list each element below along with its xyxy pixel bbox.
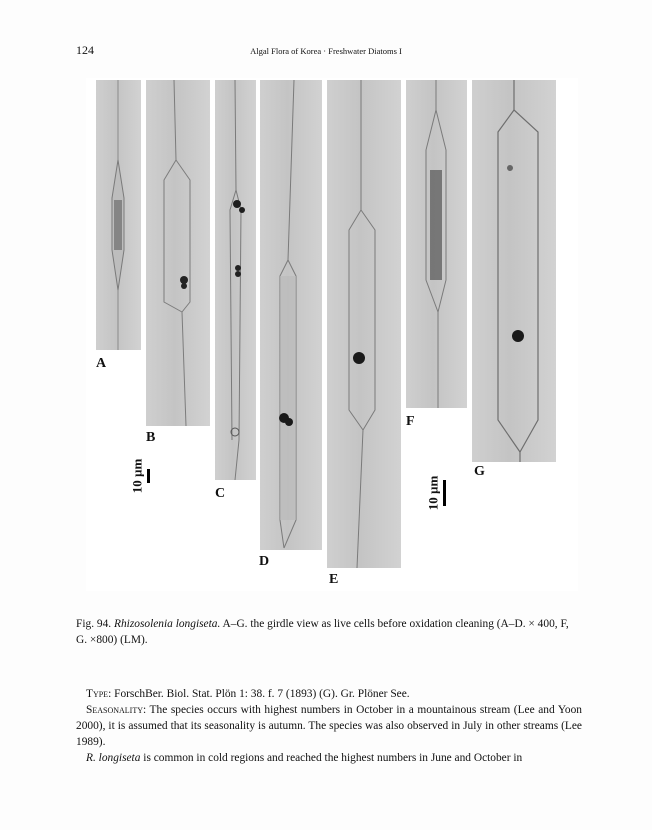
body-text (76, 686, 582, 766)
figure-caption (76, 616, 582, 648)
caption-text: A–G. the girdle view as live cells before oxidation cleaning (A–D. × 400, F, G. ×800) (LM). (76, 618, 569, 646)
caption-species: Rhizosolenia longiseta. (114, 618, 221, 630)
panel-g-micrograph (472, 80, 556, 462)
scale-bar-right-line (443, 480, 446, 506)
panel-e-micrograph (327, 80, 401, 568)
type-label: Type: (86, 688, 112, 700)
panel-label-c: C (215, 486, 226, 501)
running-title: Algal Flora of Korea · Freshwater Diatoms I (250, 46, 402, 56)
panel-b-micrograph (146, 80, 210, 426)
panel-label-g: G (474, 464, 485, 479)
page-number: 124 (76, 43, 94, 57)
panel-label-b: B (146, 430, 156, 445)
scale-bar-right-label: 10 µm (425, 475, 441, 511)
seasonality-paragraph (76, 702, 582, 750)
seasonality-text: The species occurs with highest numbers in October in a mountainous stream (Lee and Yoon 2000), it is assumed that its seasonality is autumn. The species was also observed in July in other streams (Lee 1989). (76, 704, 582, 748)
distribution-species: R. longiseta (86, 752, 141, 764)
distribution-paragraph (76, 750, 582, 766)
panel-d-micrograph (260, 80, 322, 550)
type-text: ForschBer. Biol. Stat. Plön 1: 38. f. 7 (1893) (G). Gr. Plöner See. (114, 688, 410, 700)
caption-label: Fig. 94. (76, 618, 112, 630)
scale-bar-right (416, 475, 446, 511)
panel-label-f: F (406, 414, 415, 429)
panel-label-e: E (329, 572, 339, 587)
scale-bar-left-label: 10 µm (129, 458, 145, 494)
type-paragraph (76, 686, 582, 702)
panel-label-d: D (259, 554, 270, 569)
panel-a-micrograph (96, 80, 141, 350)
scale-bar-left (120, 458, 150, 494)
distribution-text: is common in cold regions and reached the highest numbers in June and October in (143, 752, 523, 764)
scale-bar-left-line (147, 469, 150, 483)
panel-c-micrograph (215, 80, 256, 480)
figure-plate (86, 78, 578, 591)
panel-label-a: A (96, 356, 107, 371)
panel-f-micrograph (406, 80, 467, 408)
seasonality-label: Seasonality: (86, 704, 147, 716)
